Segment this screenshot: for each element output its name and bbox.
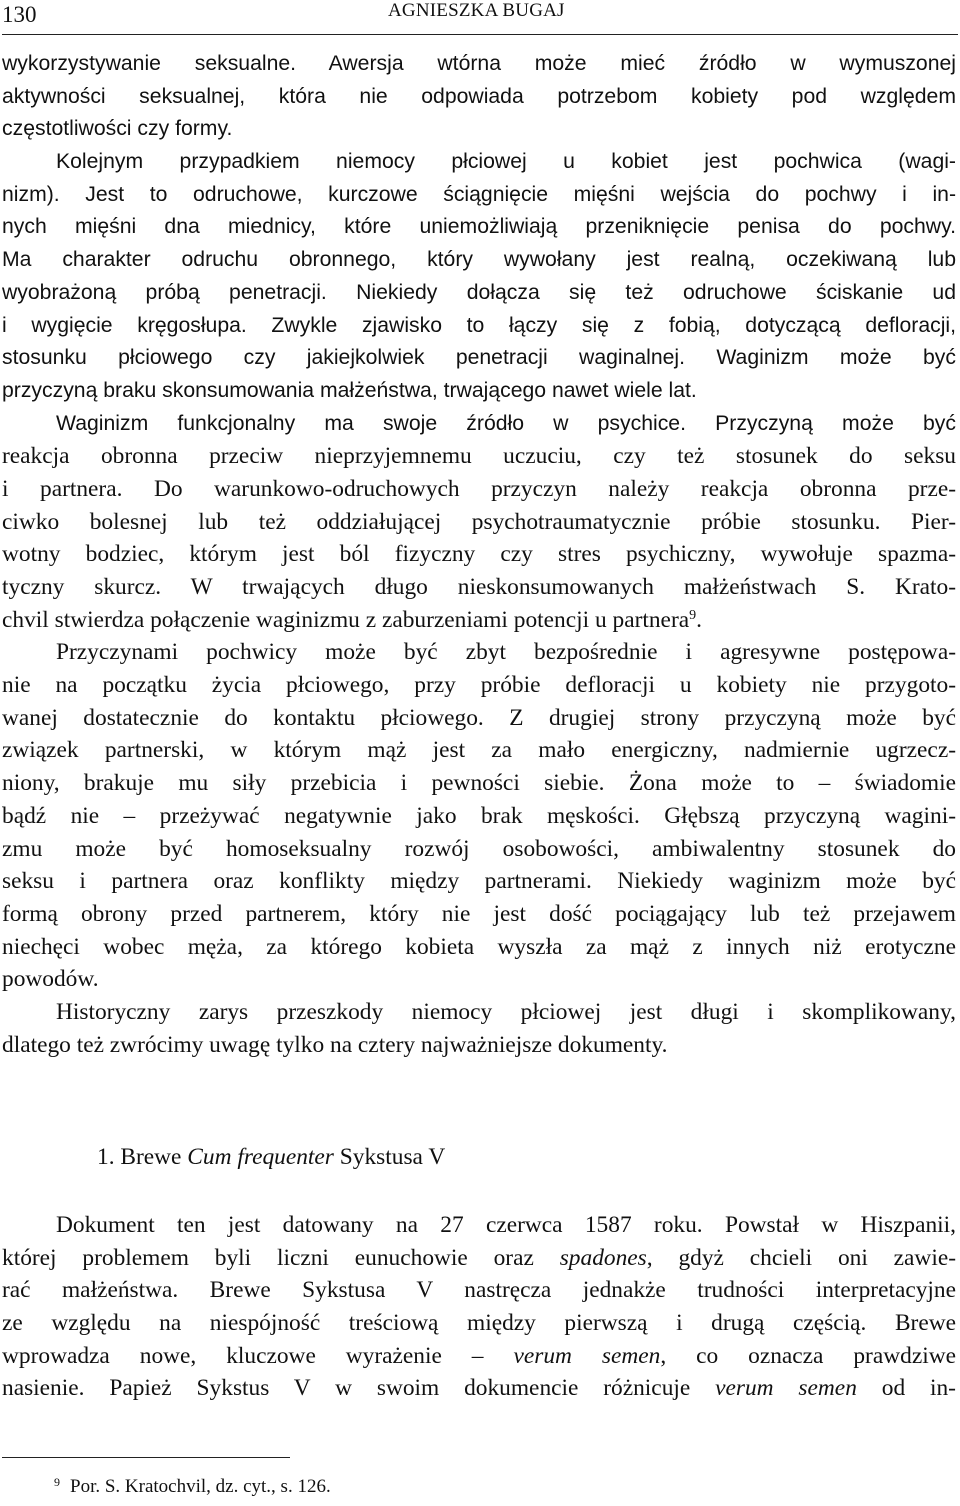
text-line: Przyczynami pochwicy może być zbyt bezpośrednie i agresywne postępowa- — [56, 639, 956, 666]
text-line: reakcja obronna przeciw nieprzyjemnemu uczuciu, czy też stosunek do seksu — [2, 443, 956, 470]
text-line: zmu może być homoseksualny rozwój osobowości, ambiwalentny stosunek do — [2, 835, 956, 862]
footnote-text: Por. S. Kratochvil, dz. cyt., s. 126. — [70, 1476, 331, 1497]
text-line: ciwko bolesnej lub też oddziałującej psychotraumatycznie próbie stosunku. Pier- — [2, 508, 956, 535]
text-line: powodów. — [2, 966, 99, 993]
text-line: nie na początku życia płciowego, przy próbie defloracji u kobiety nie przygoto- — [2, 672, 956, 699]
text-line: stosunku płciowego czy jakiejkolwiek penetracji waginalnej. Waginizm może być — [2, 346, 956, 370]
footnote-reference[interactable]: 9 — [689, 607, 697, 623]
italic-term: spadones — [559, 1244, 647, 1271]
page-header — [2, 0, 958, 35]
text-line: aktywności seksualnej, która nie odpowiada potrzebom kobiety pod względem — [2, 84, 956, 108]
running-head: AGNIESZKA BUGAJ — [388, 0, 565, 21]
text-line: wotny bodziec, którym jest ból fizyczny czy stres psychiczny, wywołuje spazma- — [2, 541, 956, 568]
text-line: wyobrażoną próbą penetracji. Niekiedy dołącza się też odruchowe ściskanie ud — [2, 280, 956, 304]
text-line: Waginizm funkcjonalny ma swoje źródło w psychice. Przyczyną może być — [56, 411, 956, 435]
text-line: dlatego też zwrócimy uwagę tylko na cztery najważniejsze dokumenty. — [2, 1031, 668, 1058]
text-line: nych mięśni dna miednicy, które uniemożliwiają przeniknięcie penisa do pochwy. — [2, 215, 956, 239]
text-line: wanej dostatecznie do kontaktu płciowego. Z drugiej strony przyczyną może być — [2, 704, 956, 731]
text-line: niony, brakuje mu siły przebicia i pewności siebie. Żona może to – świadomie — [2, 770, 956, 797]
footnote — [54, 1476, 331, 1498]
text-line: nasienie. Papież Sykstus V w swoim dokumencie różnicuje verum semen od in- — [2, 1375, 956, 1402]
text-line: wprowadza nowe, kluczowe wyrażenie – verum semen, co oznacza prawdziwe — [2, 1342, 956, 1369]
section-heading — [97, 1144, 445, 1171]
text-line: ze względu na niespójność treściową między pierwszą i drugą częścią. Brewe — [2, 1310, 956, 1337]
footnote-divider — [2, 1457, 290, 1458]
text-line: nizm). Jest to odruchowe, kurczowe ściągnięcie mięśni wejścia do pochwy i in- — [2, 182, 956, 206]
text-line: przyczyną braku skonsumowania małżeństwa, trwającego nawet wiele lat. — [2, 378, 697, 402]
text-line: wykorzystywanie seksualne. Awersja wtórna może mieć źródło w wymuszonej — [2, 52, 956, 75]
text-line: związek partnerski, w którym mąż jest za mało energiczny, nadmiernie ugrzecz- — [2, 737, 956, 764]
italic-term: verum semen — [715, 1375, 857, 1402]
text-line: Kolejnym przypadkiem niemocy płciowej u kobiet jest pochwica (wagi- — [56, 150, 956, 174]
italic-term: verum semen — [513, 1342, 661, 1369]
heading-rest: Sykstusa V — [333, 1144, 446, 1170]
text-line: Dokument ten jest datowany na 27 czerwca 1587 roku. Powstał w Hiszpanii, — [56, 1212, 956, 1238]
text-line: rać małżeństwa. Brewe Sykstusa V nastręcza jednakże trudności interpretacyjne — [2, 1277, 956, 1304]
text-line: bądź nie – przeżywać negatywnie jako brak męskości. Głębszą przyczyną wagini- — [2, 802, 956, 829]
section-body — [2, 1209, 956, 1405]
footnote-marker: 9 — [54, 1475, 60, 1489]
heading-number: 1. Brewe — [97, 1144, 188, 1170]
text-line: i wygięcie kręgosłupa. Zwykle zjawisko to łączy się z fobią, dotyczącą defloracji, — [2, 313, 956, 337]
text-line: Ma charakter odruchu obronnego, który wywołany jest realną, oczekiwaną lub — [2, 248, 956, 272]
body-text — [2, 48, 956, 1061]
text-line: tyczny skurcz. W trwających długo nieskonsumowanych małżeństwach S. Krato- — [2, 574, 956, 600]
text-line: której problemem byli liczni eunuchowie oraz spadones, gdyż chcieli oni zawie- — [2, 1244, 956, 1271]
text-line: formą obrony przed partnerem, który nie jest dość pociągający lub też przejawem — [2, 900, 956, 927]
heading-italic-title: Cum frequenter — [187, 1144, 334, 1170]
text-line: i partnera. Do warunkowo-odruchowych przyczyn należy reakcja obronna prze- — [2, 475, 956, 502]
text-line: seksu i partnera oraz konflikty między partnerami. Niekiedy waginizm może być — [2, 868, 956, 895]
text-line: chvil stwierdza połączenie waginizmu z zaburzeniami potencji u partnera$^9$. — [2, 606, 702, 633]
page-number: 130 — [2, 2, 37, 27]
text-line: Historyczny zarys przeszkody niemocy płciowej jest długi i skomplikowany, — [56, 998, 956, 1025]
text-line: niechęci wobec męża, za którego kobieta wyszła za mąż z innych niż erotyczne — [2, 933, 956, 960]
text-line: częstotliwości czy formy. — [2, 117, 233, 141]
